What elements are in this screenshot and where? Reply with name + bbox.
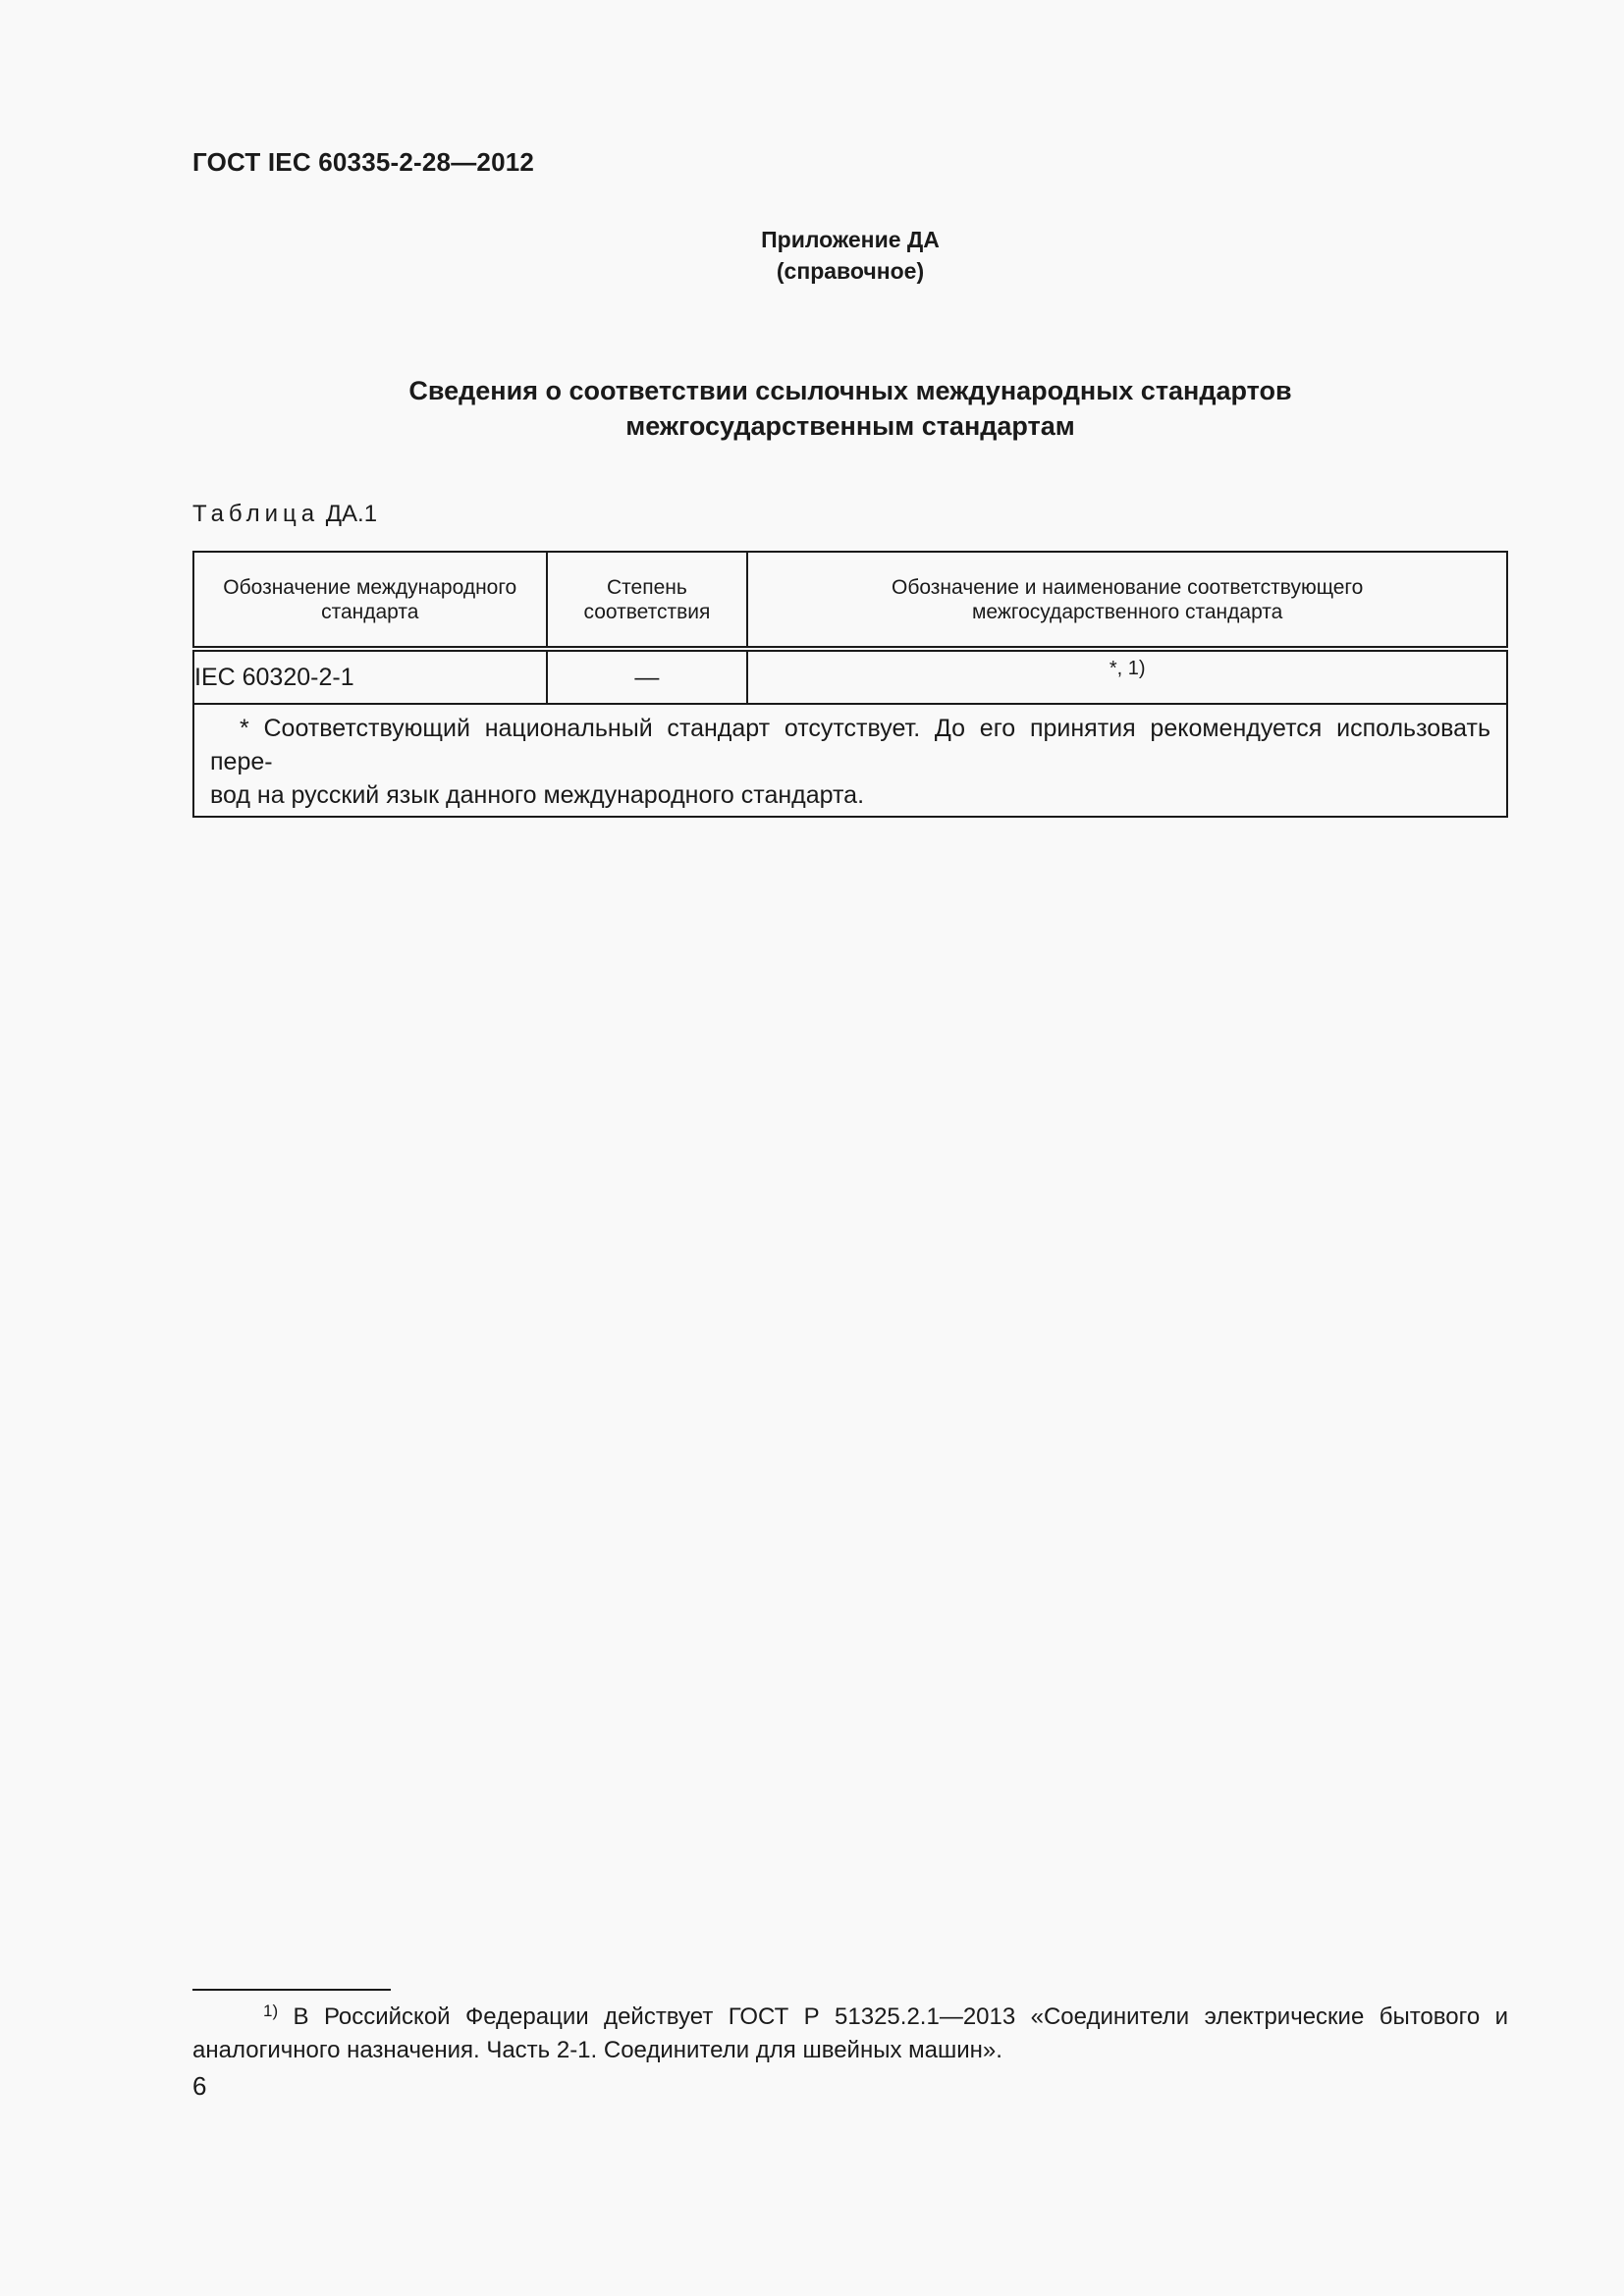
column-header-degree: Степень соответствия [547, 552, 748, 649]
annex-title: Приложение ДА [761, 227, 940, 252]
section-title [192, 373, 1508, 444]
table-header-row [193, 552, 1507, 649]
table-caption [192, 501, 377, 528]
table-note [193, 704, 1507, 817]
footnote-line-2: аналогичного назначения. Часть 2-1. Соединители для швейных машин». [192, 2037, 1002, 2063]
table-caption-prefix: Таблица [192, 501, 320, 527]
column-header-international-standard: Обозначение международного стандарта [193, 552, 547, 649]
footnote-marker: 1) [263, 2002, 279, 2020]
section-title-line-2: межгосударственным стандартам [625, 411, 1075, 441]
cell-corresponding-standard: *, 1) [747, 649, 1507, 704]
footnote-line-1: В Российской Федерации действует ГОСТ Р 51325.2.1—2013 «Соединители электрические бытового и [278, 2003, 1508, 2030]
document-designation: ГОСТ IEC 60335-2-28—2012 [192, 147, 535, 177]
table-note-line-1: * Соответствующий национальный стандарт отсутствует. До его принятия рекомендуется использовать пере- [210, 715, 1490, 775]
footnote [192, 2001, 1508, 2067]
footnote-separator [192, 1989, 391, 1991]
annex-subtitle: (справочное) [776, 258, 925, 284]
table-row [193, 649, 1507, 704]
page-number: 6 [192, 2071, 207, 2101]
cell-standard-code: IEC 60320-2-1 [193, 649, 547, 704]
section-title-line-1: Сведения о соответствии ссылочных международных стандартов [408, 376, 1292, 405]
standards-correspondence-table [192, 551, 1508, 818]
annex-heading [192, 224, 1508, 287]
column-header-interstate-standard: Обозначение и наименование соответствующего межгосударственного стандарта [747, 552, 1507, 649]
cell-degree: — [547, 649, 748, 704]
table-note-line-2: вод на русский язык данного международного стандарта. [210, 781, 865, 809]
table-caption-number: ДА.1 [325, 501, 378, 527]
table-note-row [193, 704, 1507, 817]
